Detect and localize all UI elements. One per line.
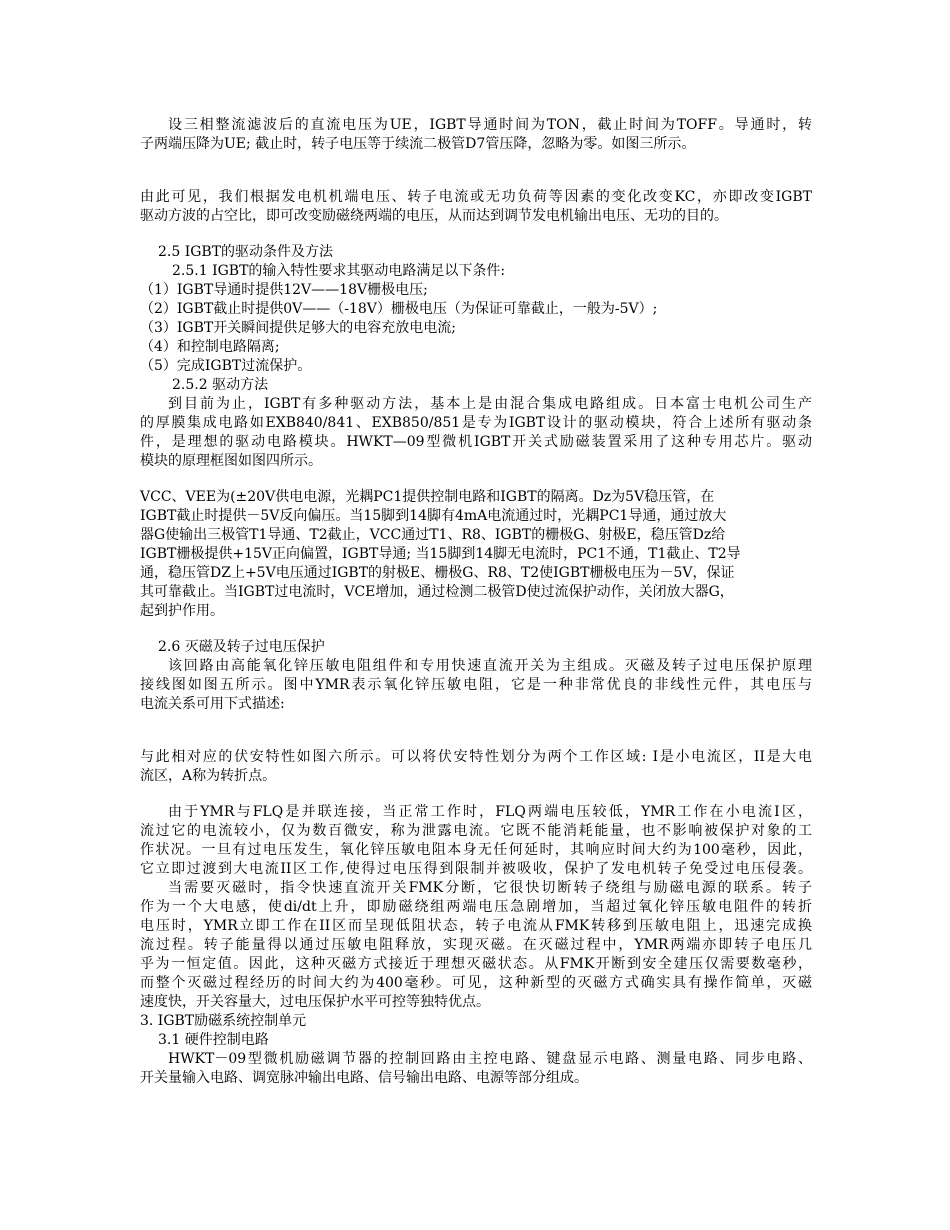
- text-line: 3. IGBT励磁系统控制单元: [140, 1013, 307, 1029]
- text-line: 子两端压降为UE; 截止时，转子电压等于续流二极管D7管压降，忽略为零。如图三所示。: [140, 136, 696, 152]
- text-line: 作状况。一旦有过电压发生，氧化锌压敏电阻本身无任何延时，其响应时间大约为100毫秒，因此，: [140, 842, 812, 858]
- text-line: 与此相对应的伏安特性如图六所示。可以将伏安特性划分为两个工作区域: I是小电流区，II是大电: [140, 749, 812, 765]
- text-line: 驱动方波的占空比，即可改变励磁绕两端的电压，从而达到调节发电机输出电压、无功的目的。: [140, 208, 728, 224]
- text-line: 器G使输出三极管T1导通、T2截止，VCC通过T1、R8、IGBT的栅极G、射极E，稳压管Dz给: [140, 527, 726, 543]
- text-line: IGBT栅极提供+15V正向偏置，IGBT导通; 当15脚到14脚无电流时，PC1不通，T1截止、T2导: [140, 546, 741, 562]
- text-line: 模块的原理框图如图四所示。: [140, 453, 322, 469]
- text-line: 而整个灭磁过程经历的时间大约为400毫秒。可见，这种新型的灭磁方式确实具有操作简单，灭磁: [140, 975, 812, 991]
- text-line: 2.5 IGBT的驱动条件及方法: [158, 244, 334, 260]
- text-line: （2）IGBT截止时提供0V——（-18V）栅极电压（为保证可靠截止，一般为-5V）;: [140, 301, 658, 317]
- text-line: 流过程。转子能量得以通过压敏电阻释放，实现灭磁。在灭磁过程中，YMR两端亦即转子电压几: [140, 937, 812, 953]
- text-line: 当需要灭磁时，指令快速直流开关FMK分断，它很快切断转子绕组与励磁电源的联系。转子: [168, 880, 812, 896]
- text-line: 3.1 硬件控制电路: [158, 1032, 269, 1048]
- text-line: 流区，A称为转折点。: [140, 768, 277, 784]
- text-line: 流过它的电流较小，仅为数百微安，称为泄露电流。它既不能消耗能量，也不影响被保护对象的工: [140, 823, 812, 839]
- text-line: 2.6 灭磁及转子过电压保护: [158, 639, 325, 655]
- text-line: 2.5.2 驱动方法: [172, 377, 269, 393]
- text-line: 电流关系可用下式描述:: [140, 696, 285, 712]
- text-line: HWKT－09型微机励磁调节器的控制回路由主控电路、键盘显示电路、测量电路、同步电路、: [168, 1051, 812, 1067]
- text-line: 其可靠截止。当IGBT过电流时，VCE增加，通过检测二极管D使过流保护动作，关闭放大器G，: [140, 584, 734, 600]
- text-line: 接线图如图五所示。图中YMR表示氧化锌压敏电阻，它是一种非常优良的非线性元件，其电压与: [140, 677, 812, 693]
- text-line: 该回路由高能氧化锌压敏电阻组件和专用快速直流开关为主组成。灭磁及转子过电压保护原理: [168, 658, 812, 674]
- text-line: 由于YMR与FLQ是并联连接，当正常工作时，FLQ两端电压较低，YMR工作在小电流I区，: [168, 804, 812, 820]
- text-line: 它立即过渡到大电流II区工作,使得过电压得到限制并被吸收，保护了发电机转子免受过电压侵袭。: [140, 861, 812, 877]
- text-line: 设三相整流滤波后的直流电压为UE，IGBT导通时间为TON，截止时间为TOFF。导通时，转: [168, 117, 812, 133]
- text-line: 作为一个大电感，使di/dt上升，即励磁绕组两端电压急剧增加，当超过氧化锌压敏电阻件的转折: [140, 899, 812, 915]
- text-line: （4）和控制电路隔离;: [140, 339, 280, 355]
- text-line: 起到护作用。: [140, 603, 224, 619]
- text-line: 由此可见，我们根据发电机机端电压、转子电流或无功负荷等因素的变化改变KC，亦即改变IGBT: [140, 189, 812, 205]
- text-line: 2.5.1 IGBT的输入特性要求其驱动电路满足以下条件:: [172, 263, 506, 279]
- text-line: 速度快，开关容量大，过电压保护水平可控等独特优点。: [140, 994, 490, 1010]
- text-line: 开关量输入电路、调宽脉冲输出电路、信号输出电路、电源等部分组成。: [140, 1070, 588, 1086]
- text-line: 件，是理想的驱动电路模块。HWKT—09型微机IGBT开关式励磁装置采用了这种专用芯片。驱动: [140, 434, 812, 450]
- text-line: （3）IGBT开关瞬间提供足够大的电容充放电电流;: [140, 320, 456, 336]
- text-line: （1）IGBT导通时提供12V——18V栅极电压;: [140, 282, 428, 298]
- text-line: IGBT截止时提供－5V反向偏压。当15脚到14脚有4mA电流通过时，光耦PC1导通，通过放大: [140, 508, 727, 524]
- text-line: 通，稳压管DZ上+5V电压通过IGBT的射极E、栅极G、R8、T2使IGBT栅极电压为－5V，保证: [140, 565, 735, 581]
- text-line: 乎为一恒定值。因此，这种灭磁方式接近于理想灭磁状态。从FMK开断到安全建压仅需要数毫秒，: [140, 956, 812, 972]
- text-line: 到目前为止，IGBT有多种驱动方法，基本上是由混合集成电路组成。日本富士电机公司生产: [168, 396, 812, 412]
- text-line: 电压时，YMR立即工作在II区而呈现低阻状态，转子电流从FMK转移到压敏电阻上，迅速完成换: [140, 918, 812, 934]
- text-line: 的厚膜集成电路如EXB840/841、EXB850/851是专为IGBT设计的驱动模块，符合上述所有驱动条: [140, 415, 812, 431]
- text-line: VCC、VEE为(±20V供电电源，光耦PC1提供控制电路和IGBT的隔离。Dz为5V稳压管，在: [140, 489, 715, 505]
- text-line: （5）完成IGBT过流保护。: [140, 358, 312, 374]
